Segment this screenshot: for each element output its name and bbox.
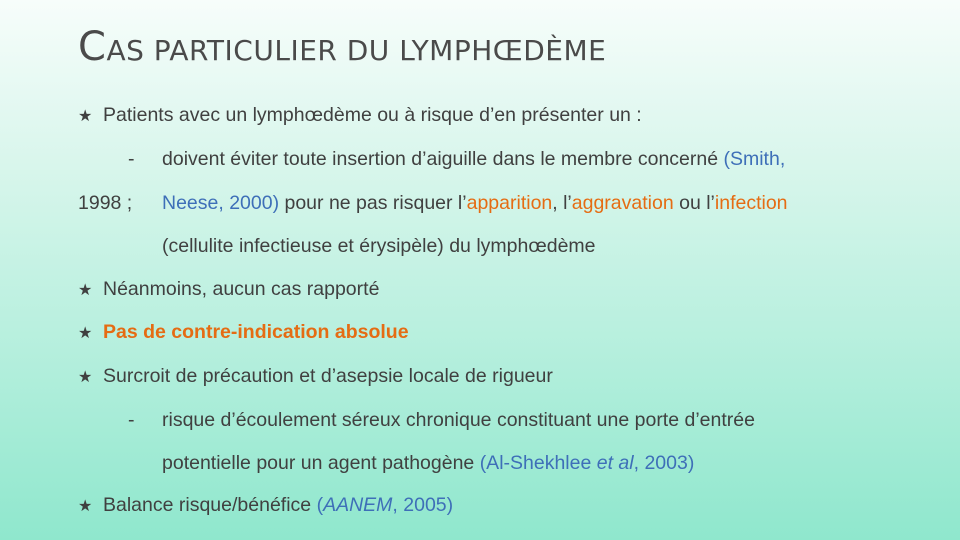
emphasis-apparition: apparition [466,192,553,214]
sub-2-text: potentielle pour un agent pathogène [162,452,480,474]
reference-et-al: et al [596,452,634,474]
sub-1-line-1 [162,148,785,171]
sub-1-line-2 [162,192,788,215]
sub-1-text: doivent éviter toute insertion d’aiguille dans le membre concerné [162,148,724,170]
reference-open: ( [316,494,324,516]
bullet-5-label: Balance risque/bénéfice [103,494,317,516]
reference-neese: Neese, 2000) [162,192,280,214]
bullet-5-text [103,494,453,517]
bullet-1-label: Patients avec un lymphœdème ou à risque d’en présenter un : [103,104,642,126]
reference-aanem: AANEM [323,494,393,516]
star-bullet-icon: ★ [78,108,93,125]
star-bullet-icon: ★ [78,325,93,342]
sub-1-text-b: , l’ [552,192,572,214]
reference-smith: (Smith, [723,148,786,170]
star-bullet-icon: ★ [78,369,93,386]
sub-1-text-a: pour ne pas risquer l’ [279,192,467,214]
dash-bullet: - [128,409,135,431]
sub-1-line-3: (cellulite infectieuse et érysipèle) du lymphœdème [162,235,596,257]
reference-close: , 2005) [392,494,454,516]
title-rest: AS PARTICULIER DU LYMPHŒDÈME [106,34,607,67]
emphasis-infection: infection [714,192,788,214]
sub-1-line-2-prefix: 1998 ; [78,192,133,214]
reference-year: , 2003) [633,452,695,474]
sub-1-text-c: ou l’ [673,192,715,214]
sub-2-line-2 [162,452,694,475]
bullet-3-text: Pas de contre-indication absolue [103,321,409,343]
title-initial: C [78,24,107,70]
bullet-4-text: Surcroit de précaution et d’asepsie locale de rigueur [103,365,553,387]
sub-2-line-1: risque d’écoulement séreux chronique constituant une porte d’entrée [162,409,755,431]
bullet-2-text: Néanmoins, aucun cas rapporté [103,278,380,300]
slide-title [78,24,606,70]
star-bullet-icon: ★ [78,498,93,515]
star-bullet-icon: ★ [78,282,93,299]
dash-bullet: - [128,148,135,170]
bullet-1-text [103,104,642,127]
emphasis-aggravation: aggravation [571,192,674,214]
reference-al-shekhlee: (Al-Shekhlee [479,452,597,474]
